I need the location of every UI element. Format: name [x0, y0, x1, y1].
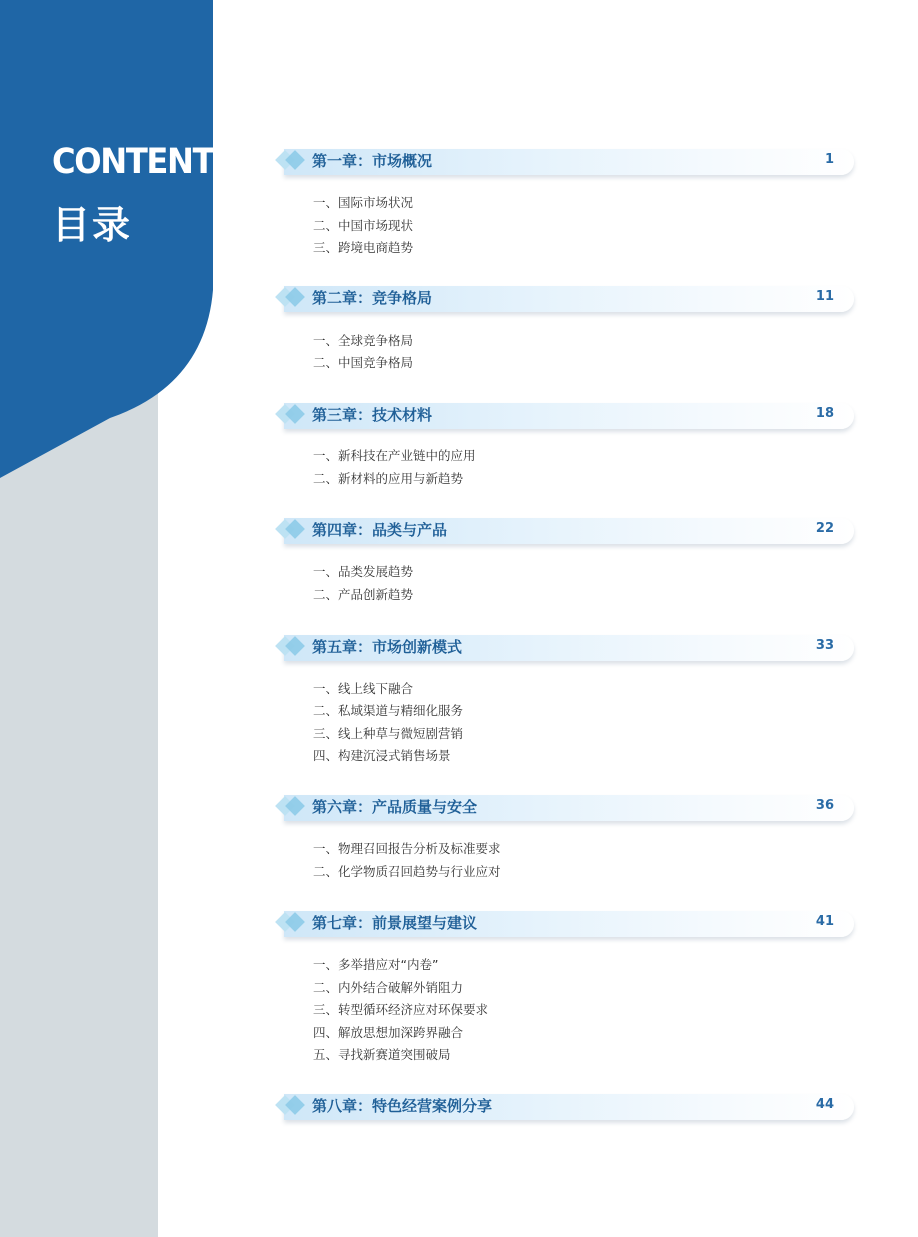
chapter-title: 第八章：特色经营案例分享 — [312, 1097, 493, 1115]
chapter-title: 第五章：市场创新模式 — [312, 638, 463, 656]
chapter-entry[interactable] — [272, 1088, 856, 1124]
chapter-title: 第三章：技术材料 — [312, 406, 433, 424]
chapter-entry[interactable] — [272, 905, 856, 941]
chapter-entry[interactable] — [272, 512, 856, 548]
chapter-entry[interactable] — [272, 280, 856, 316]
section-item[interactable]: 二、中国竞争格局 — [313, 355, 414, 370]
section-item[interactable]: 二、化学物质召回趋势与行业应对 — [313, 864, 501, 879]
section-item[interactable]: 三、跨境电商趋势 — [313, 240, 414, 255]
chapter-title: 第一章：市场概况 — [312, 152, 433, 170]
chapter-page-number: 22 — [815, 521, 834, 536]
chapter-entry[interactable] — [272, 397, 856, 433]
section-item[interactable]: 一、新科技在产业链中的应用 — [313, 448, 476, 463]
section-item[interactable]: 四、解放思想加深跨界融合 — [313, 1025, 464, 1040]
section-item[interactable]: 一、全球竞争格局 — [313, 333, 414, 348]
section-item[interactable]: 四、构建沉浸式销售场景 — [313, 748, 451, 763]
chapter-entry[interactable] — [272, 789, 856, 825]
section-item[interactable]: 三、线上种草与微短剧营销 — [313, 726, 464, 741]
section-item[interactable]: 五、寻找新赛道突围破局 — [313, 1047, 451, 1062]
section-item[interactable]: 一、品类发展趋势 — [313, 564, 414, 579]
chapter-page-number: 1 — [824, 152, 834, 167]
chapter-page-number: 41 — [815, 914, 834, 929]
contents-title-en: CONTENTS — [52, 142, 235, 182]
chapter-page-number: 44 — [815, 1097, 834, 1112]
section-item[interactable]: 三、转型循环经济应对环保要求 — [313, 1002, 489, 1017]
chapter-entry[interactable] — [272, 143, 856, 179]
chapter-page-number: 33 — [815, 638, 834, 653]
section-item[interactable]: 一、物理召回报告分析及标准要求 — [313, 841, 501, 856]
chapter-entry[interactable] — [272, 629, 856, 665]
chapter-page-number: 36 — [815, 798, 834, 813]
section-item[interactable]: 一、线上线下融合 — [313, 681, 414, 696]
chapter-title: 第七章：前景展望与建议 — [312, 914, 478, 932]
section-item[interactable]: 二、私域渠道与精细化服务 — [313, 703, 464, 718]
chapter-page-number: 11 — [815, 289, 834, 304]
chapter-title: 第四章：品类与产品 — [312, 521, 448, 539]
contents-title-cn: 目录 — [52, 203, 133, 247]
section-item[interactable]: 二、产品创新趋势 — [313, 587, 414, 602]
section-item[interactable]: 二、内外结合破解外销阻力 — [313, 980, 464, 995]
chapter-title: 第二章：竞争格局 — [312, 289, 433, 307]
chapter-title: 第六章：产品质量与安全 — [312, 798, 478, 816]
section-item[interactable]: 二、中国市场现状 — [313, 218, 414, 233]
section-item[interactable]: 二、新材料的应用与新趋势 — [313, 471, 464, 486]
section-item[interactable]: 一、多举措应对“内卷” — [313, 957, 439, 972]
chapter-page-number: 18 — [815, 406, 834, 421]
section-item[interactable]: 一、国际市场状况 — [313, 195, 414, 210]
